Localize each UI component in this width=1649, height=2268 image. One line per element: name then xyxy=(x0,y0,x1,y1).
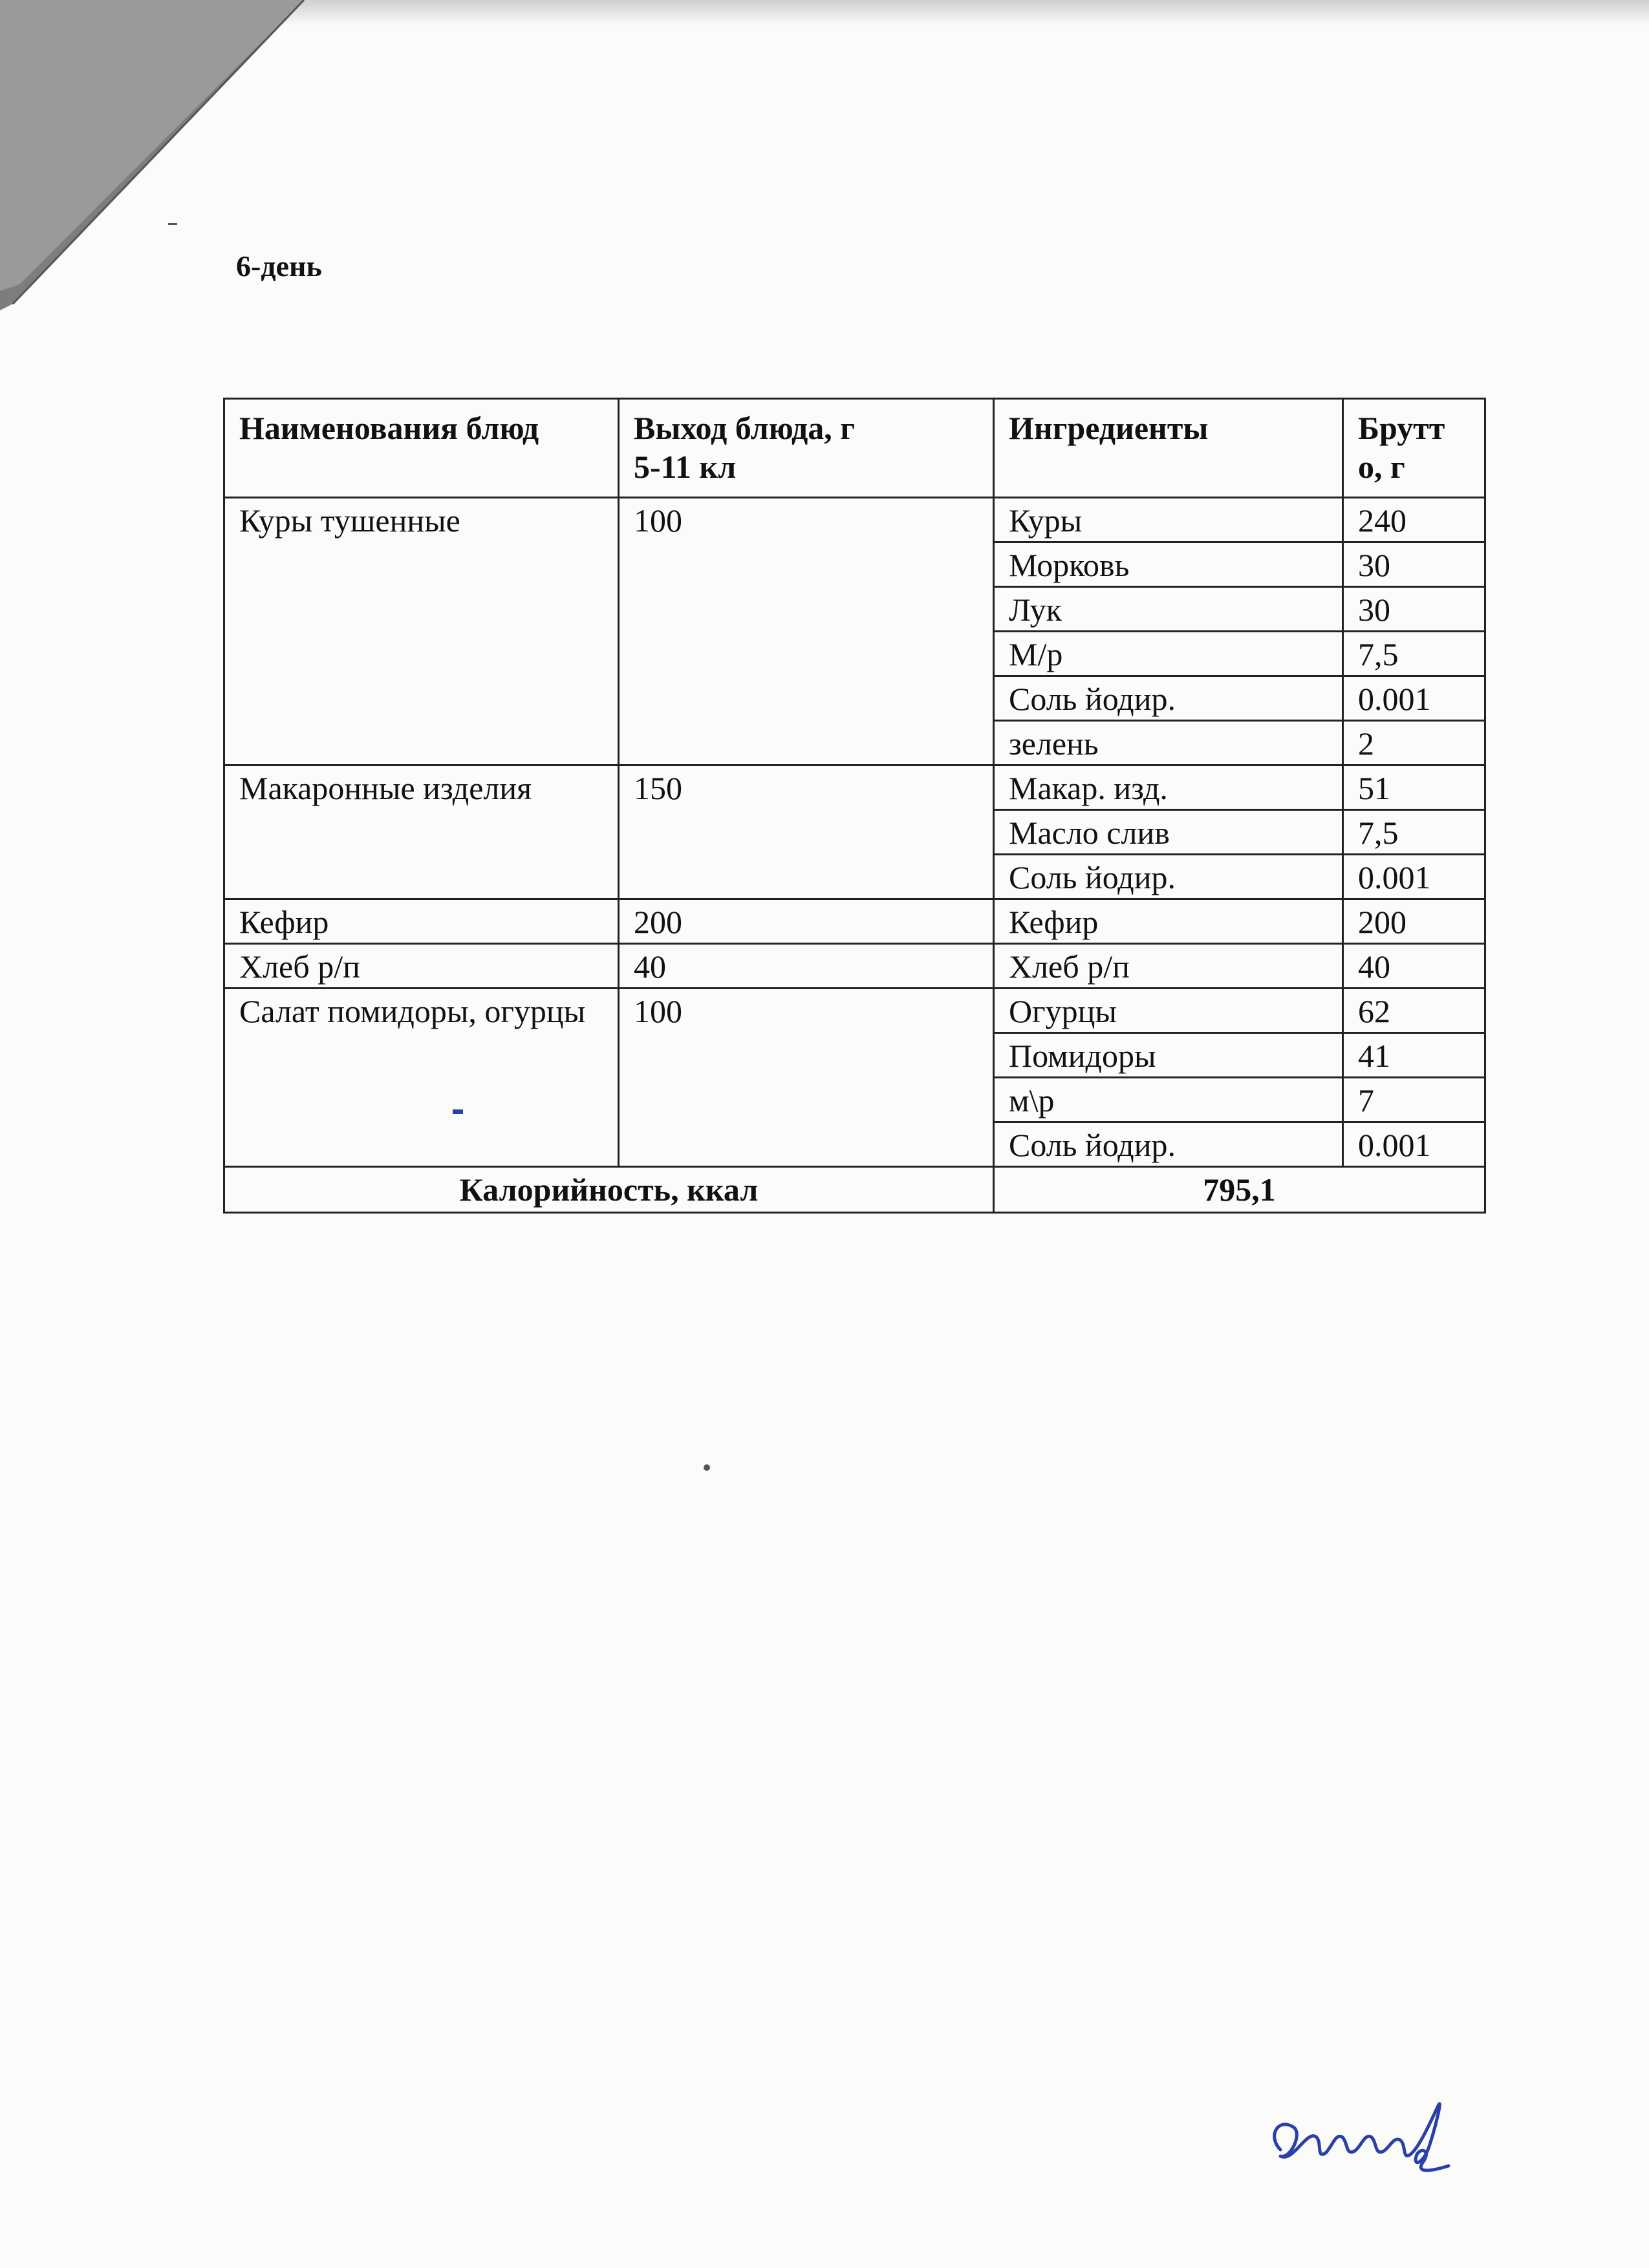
dish-yield: 150 xyxy=(619,765,994,899)
menu-table xyxy=(223,398,1486,1214)
ingredient-gross: 0.001 xyxy=(1343,676,1485,721)
ingredient-name: Кефир xyxy=(994,899,1343,944)
day-title: 6-день xyxy=(236,250,322,283)
scan-speck xyxy=(168,223,177,225)
ingredient-name: Огурцы xyxy=(994,989,1343,1033)
ingredient-gross: 2 xyxy=(1343,721,1485,765)
dish-name: Хлеб р/п xyxy=(224,944,619,989)
table-row xyxy=(224,765,1485,810)
header-ingredients: Ингредиенты xyxy=(994,399,1343,498)
dish-yield: 40 xyxy=(619,944,994,989)
ingredient-name: м\р xyxy=(994,1078,1343,1122)
ingredient-gross: 7,5 xyxy=(1343,810,1485,855)
ingredient-name: Макар. изд. xyxy=(994,765,1343,810)
table-row xyxy=(224,899,1485,944)
table-row xyxy=(224,498,1485,542)
ingredient-name: Куры xyxy=(994,498,1343,542)
ingredient-name: Лук xyxy=(994,587,1343,632)
dish-name: Макаронные изделия xyxy=(224,765,619,899)
dish-name: Кефир xyxy=(224,899,619,944)
ingredient-name: Помидоры xyxy=(994,1033,1343,1078)
signature-icon xyxy=(1255,2091,1461,2188)
scan-speck xyxy=(453,1109,463,1114)
table-header-row xyxy=(224,399,1485,498)
ingredient-gross: 30 xyxy=(1343,542,1485,587)
table-row xyxy=(224,944,1485,989)
ingredient-name: Масло слив xyxy=(994,810,1343,855)
ingredient-gross: 0.001 xyxy=(1343,1122,1485,1167)
ingredient-name: Соль йодир. xyxy=(994,1122,1343,1167)
ingredient-gross: 0.001 xyxy=(1343,855,1485,899)
ingredient-name: Соль йодир. xyxy=(994,676,1343,721)
ingredient-gross: 62 xyxy=(1343,989,1485,1033)
ingredient-name: М/р xyxy=(994,632,1343,676)
table-row xyxy=(224,989,1485,1033)
header-yield: Выход блюда, г 5-11 кл xyxy=(619,399,994,498)
dish-yield: 100 xyxy=(619,989,994,1167)
ingredient-gross: 7 xyxy=(1343,1078,1485,1122)
ingredient-gross: 7,5 xyxy=(1343,632,1485,676)
ingredient-gross: 51 xyxy=(1343,765,1485,810)
dish-name: Куры тушенные xyxy=(224,498,619,765)
ingredient-name: Соль йодир. xyxy=(994,855,1343,899)
ingredient-gross: 40 xyxy=(1343,944,1485,989)
total-label: Калорийность, ккал xyxy=(224,1167,994,1213)
dish-yield: 100 xyxy=(619,498,994,765)
header-dish: Наименования блюд xyxy=(224,399,619,498)
ingredient-gross: 200 xyxy=(1343,899,1485,944)
total-value: 795,1 xyxy=(994,1167,1485,1213)
ingredient-gross: 41 xyxy=(1343,1033,1485,1078)
dish-name: Салат помидоры, огурцы xyxy=(224,989,619,1167)
ingredient-name: Хлеб р/п xyxy=(994,944,1343,989)
header-gross: Брутт о, г xyxy=(1343,399,1485,498)
ingredient-name: Морковь xyxy=(994,542,1343,587)
ingredient-name: зелень xyxy=(994,721,1343,765)
ingredient-gross: 240 xyxy=(1343,498,1485,542)
scan-speck xyxy=(704,1464,710,1471)
total-row xyxy=(224,1167,1485,1213)
dish-yield: 200 xyxy=(619,899,994,944)
ingredient-gross: 30 xyxy=(1343,587,1485,632)
